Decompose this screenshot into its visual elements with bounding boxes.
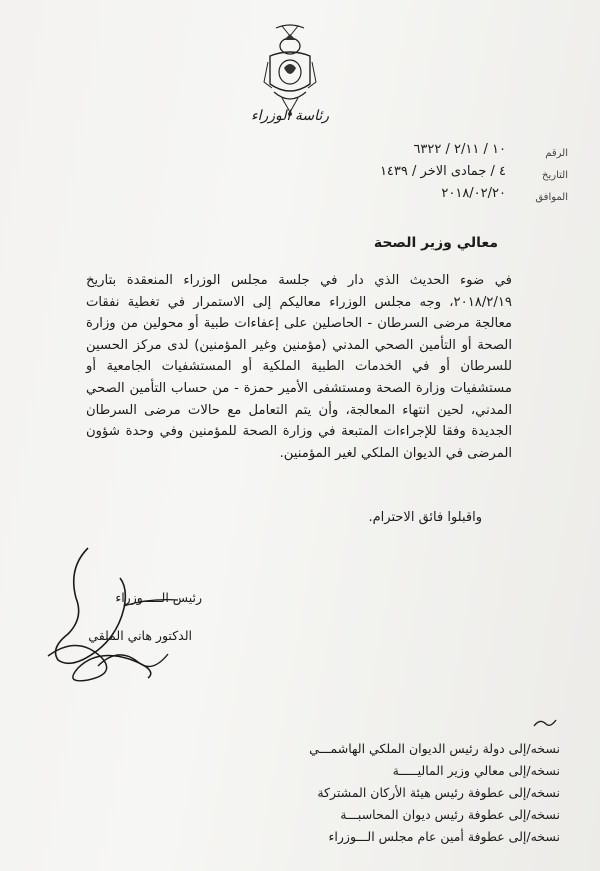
handwritten-signature [28,538,218,688]
organization-name: رئاسة الوزراء [251,108,329,124]
handwritten-initial-mark [532,716,558,732]
copies-list [309,738,560,848]
copy-recipient: نسخه/إلى عطوفة أمين عام مجلس الـــوزراء [328,829,560,844]
reference-date-label: التاريخ [542,170,568,181]
letter-closing: واقبلوا فائق الاحترام. [368,510,482,525]
reference-corresponding-row [8,186,568,208]
reference-number-label: الرقم [545,148,568,159]
signatory-title: رئيس الـــــوزراء [115,590,202,605]
reference-corresponding-value: ٢٠١٨/٠٢/٢٠ [441,186,506,201]
copy-recipient: نسخه/إلى دولة رئيس الديوان الملكي الهاشمـــي [309,741,560,756]
reference-number-row [8,142,568,164]
copy-recipient: نسخه/إلى عطوفة رئيس ديوان المحاسبـــة [340,807,560,822]
coat-of-arms-emblem [262,22,318,122]
reference-block [8,142,568,208]
copy-recipient: نسخه/إلى معالي وزير الماليـــــة [392,763,560,778]
copy-recipient: نسخه/إلى عطوفة رئيس هيئة الأركان المشتركة [317,785,560,800]
reference-date-value: ٤ / جمادى الاخر / ١٤٣٩ [379,164,506,179]
letter-addressee: معالي وزير الصحة [373,235,498,251]
letter-body: في ضوء الحديث الذي دار في جلسة مجلس الوزراء المنعقدة بتاريخ ٢٠١٨/٢/١٩، وجه مجلس الوزراء معاليكم إلى الاستمرار في تغطية نفقات معالجة مرضى السرطان - الحاصلين على إعفاءات طبية أو محولين من وزارة الصحة أو التأمين الصحي المدني (مؤمنين وغير المؤمنين) لدى مركز الحسين للسرطان أو في الخدمات الطبية الملكية أو المستشفيات الجامعية أو مستشفيات وزارة الصحة ومستشفى الأمير حمزة - من حساب التأمين الصحي المدني، لحين انتهاء المعالجة، وأن يتم التعامل مع حالات مرضى السرطان الجديدة وفقا للإجراءات المتبعة في وزارة الصحة للمؤمنين وفي وحدة شؤون المرضى في الديوان الملكي لغير المؤمنين. [86,273,512,461]
reference-number-value: ١٠ / ٢/١١ / ٦٣٢٢ [413,142,506,157]
reference-corresponding-label: الموافق [535,192,568,203]
signatory-name: الدكتور هاني الملقي [88,628,192,643]
reference-date-row [8,164,568,186]
